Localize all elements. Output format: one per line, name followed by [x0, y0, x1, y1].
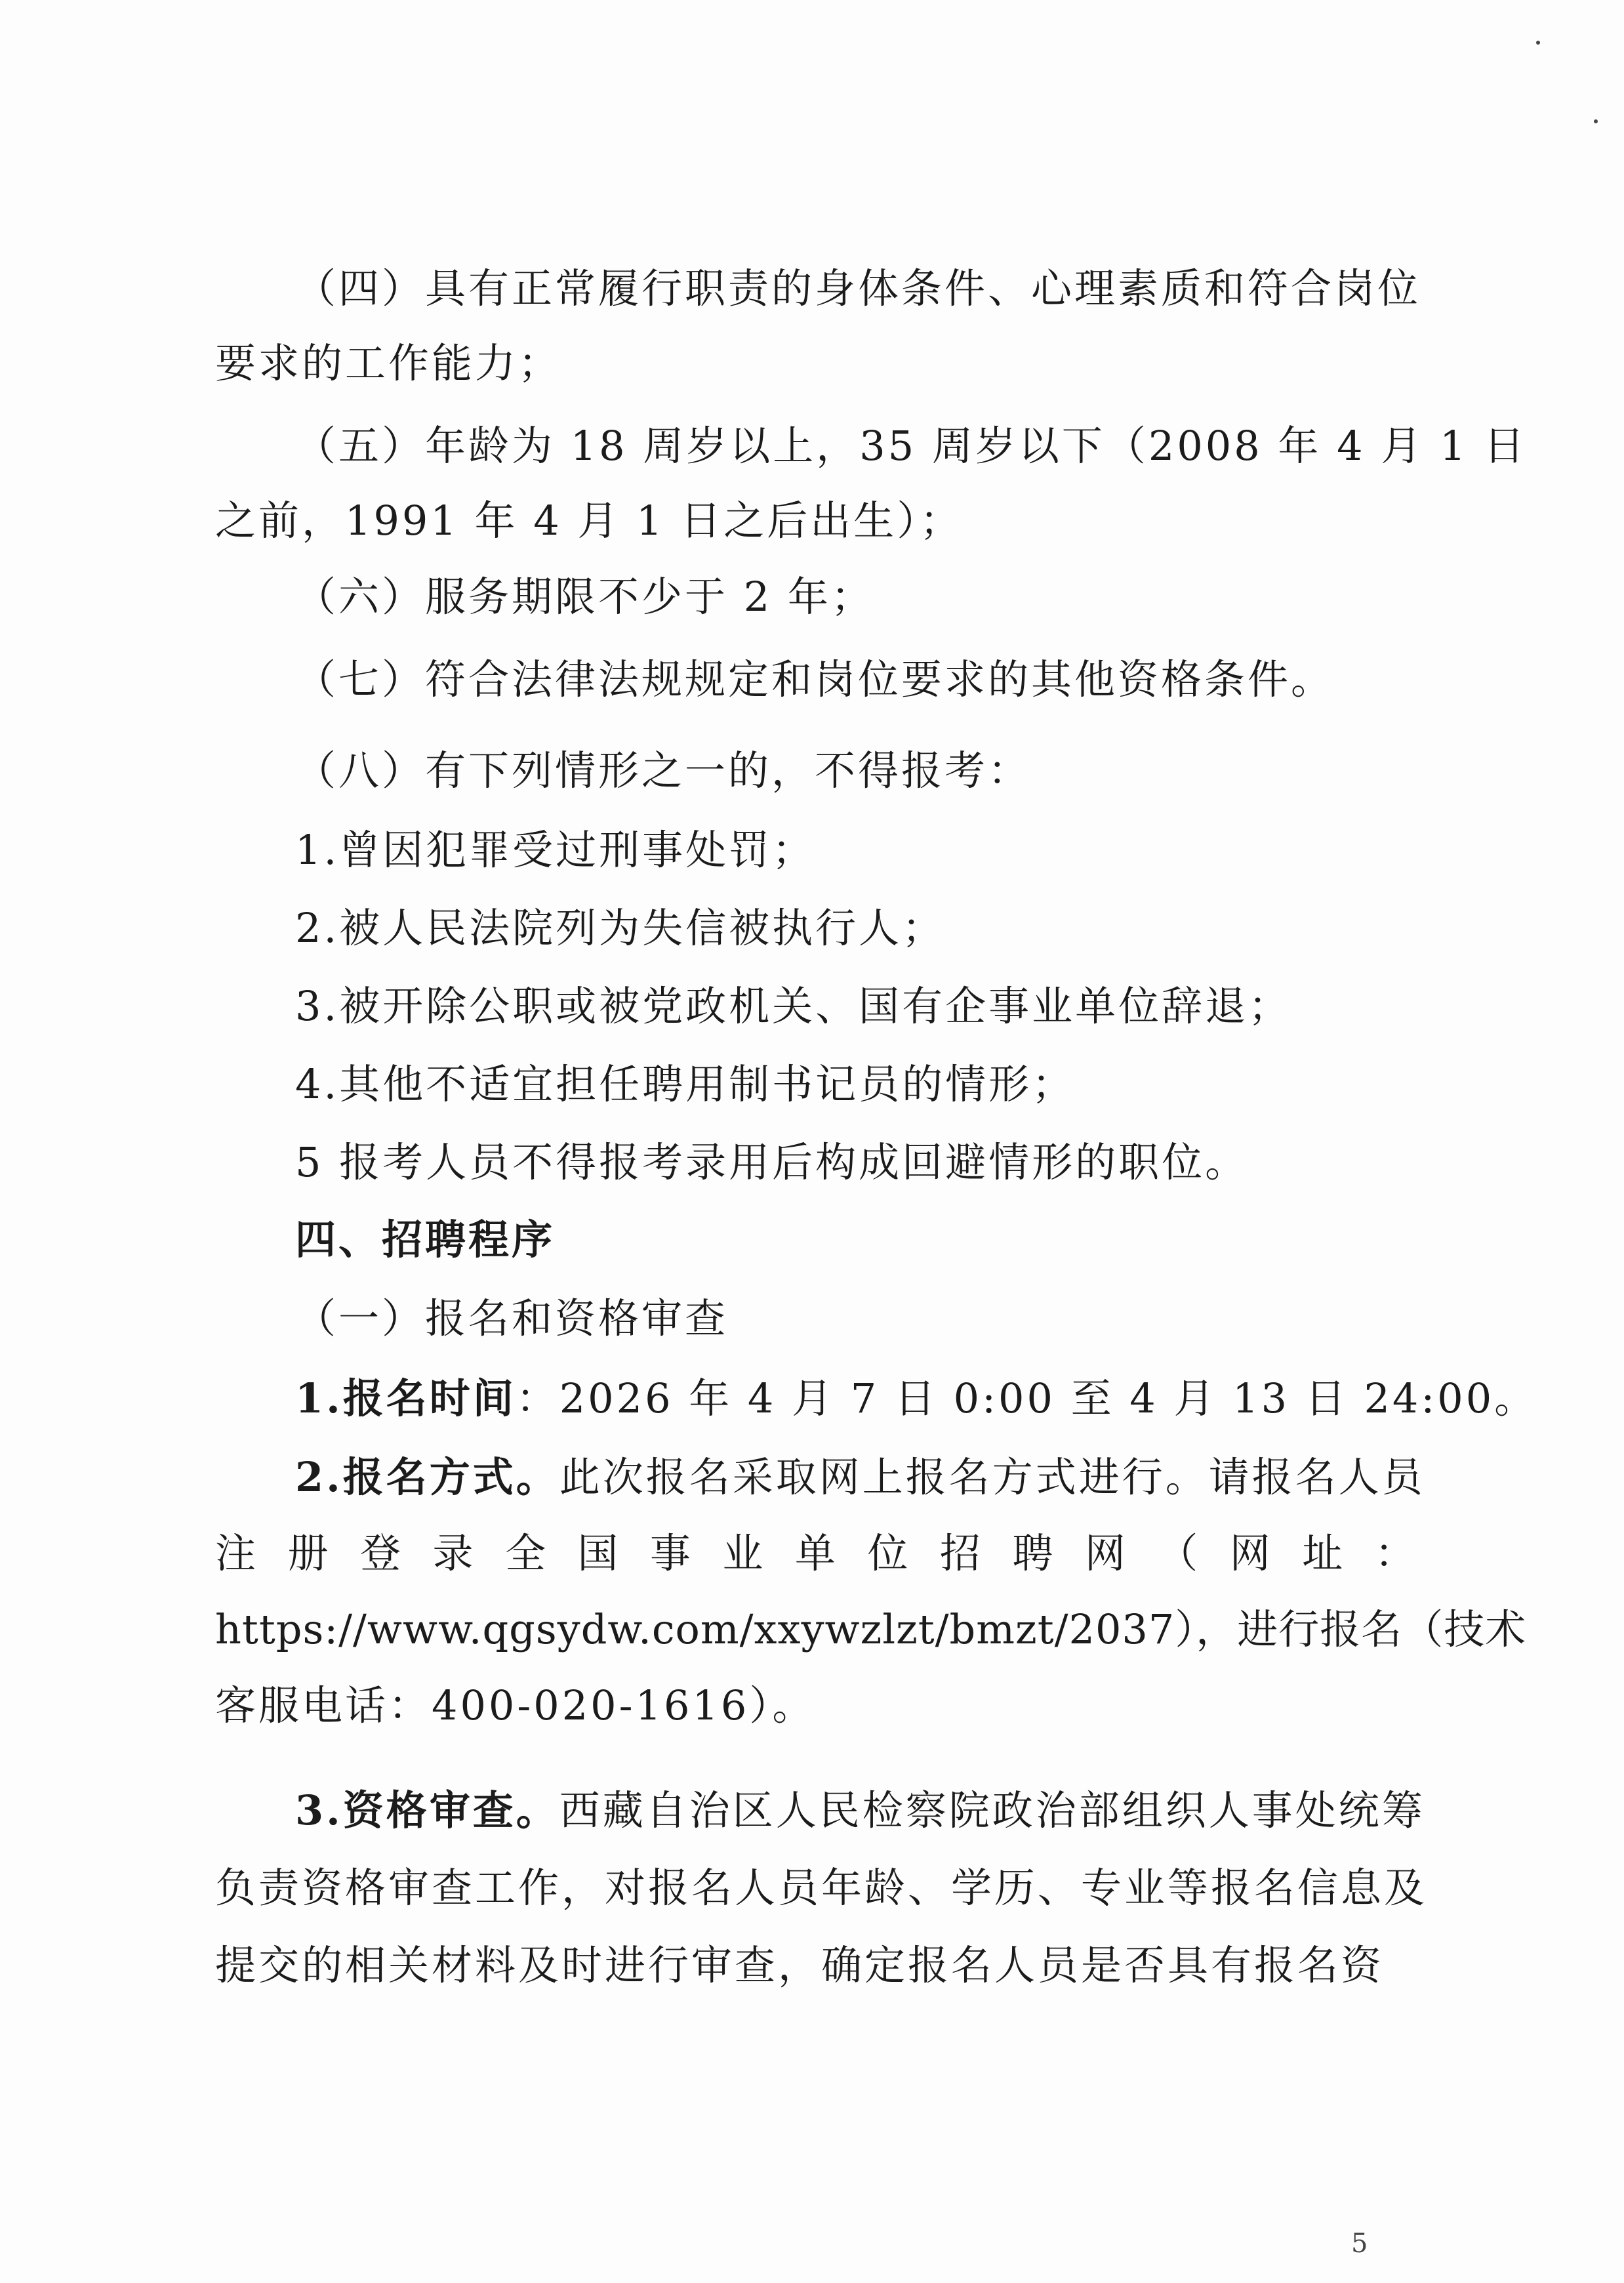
section-heading-recruitment-procedure: 四、招聘程序	[295, 1216, 556, 1264]
qualification-review-line-2: 负责资格审查工作，对报名人员年龄、学历、专业等报名信息及	[215, 1864, 1428, 1912]
registration-method-line-2-char: 单	[794, 1529, 836, 1577]
registration-method-line-3: https://www.qgsydw.com/xxywzlzt/bmzt/2037），进行报名（技术	[215, 1605, 1527, 1653]
registration-method-line-2-char: 网	[1084, 1529, 1126, 1577]
exclusion-item-4: 4.其他不适宜担任聘用制书记员的情形；	[295, 1060, 1076, 1108]
registration-method-line-2	[215, 1527, 1415, 1580]
registration-method-line-1	[295, 1451, 1425, 1504]
registration-time-text: ：2026 年 4 月 7 日 0:00 至 4 月 13 日 24:00。	[516, 1374, 1538, 1422]
exclusion-item-1: 1.曾因犯罪受过刑事处罚；	[295, 826, 816, 874]
subsection-heading-registration: （一）报名和资格审查	[295, 1294, 729, 1342]
exclusion-item-5: 5 报考人员不得报考录用后构成回避情形的职位。	[295, 1138, 1249, 1186]
qualification-review-label: 3.资格审查。	[295, 1786, 559, 1834]
registration-method-line-2-char: ：	[1374, 1529, 1415, 1577]
registration-method-line-2-char: 注	[215, 1529, 256, 1577]
paragraph-condition-4-line-2: 要求的工作能力；	[215, 339, 562, 387]
registration-time-label: 1.报名时间	[295, 1374, 516, 1422]
paragraph-condition-5-line-1: （五）年龄为 18 周岁以上，35 周岁以下（2008 年 4 月 1 日	[295, 422, 1528, 470]
qualification-review-text: 西藏自治区人民检察院政治部组织人事处统筹	[559, 1786, 1425, 1834]
scan-speck	[1594, 119, 1598, 123]
qualification-review-line-3: 提交的相关材料及时进行审查，确定报名人员是否具有报名资	[215, 1941, 1385, 1989]
registration-method-line-2-char: 址	[1302, 1529, 1343, 1577]
exclusion-item-2: 2.被人民法院列为失信被执行人；	[295, 904, 946, 952]
registration-time-paragraph	[295, 1372, 1537, 1425]
registration-method-line-2-char: 国	[577, 1529, 619, 1577]
paragraph-condition-7: （七）符合法律法规规定和岗位要求的其他资格条件。	[295, 655, 1335, 703]
qualification-review-line-1	[295, 1784, 1425, 1837]
registration-method-line-2-char: 册	[287, 1529, 329, 1577]
registration-method-line-2-char: 位	[867, 1529, 908, 1577]
page-number: 5	[1351, 2229, 1368, 2259]
registration-method-line-2-char: 录	[432, 1529, 474, 1577]
registration-method-label: 2.报名方式。	[295, 1453, 559, 1501]
registration-method-line-4: 客服电话：400-020-1616）。	[215, 1681, 816, 1729]
paragraph-condition-8: （八）有下列情形之一的，不得报考：	[295, 747, 1032, 794]
registration-method-line-2-char: 事	[649, 1529, 691, 1577]
paragraph-condition-6: （六）服务期限不少于 2 年；	[295, 573, 874, 621]
registration-method-line-2-char: 聘	[1012, 1529, 1053, 1577]
registration-method-line-2-char: 登	[359, 1529, 401, 1577]
exclusion-item-3: 3.被开除公职或被党政机关、国有企事业单位辞退；	[295, 982, 1292, 1030]
paragraph-condition-5-line-2: 之前，1991 年 4 月 1 日之后出生）；	[215, 497, 964, 545]
registration-method-line-2-char: （	[1157, 1529, 1198, 1577]
registration-method-line-2-char: 招	[939, 1529, 981, 1577]
registration-method-text: 此次报名采取网上报名方式进行。请报名人员	[559, 1453, 1425, 1501]
scan-speck	[1536, 41, 1540, 45]
registration-method-line-2-char: 网	[1229, 1529, 1270, 1577]
registration-method-line-2-char: 业	[722, 1529, 763, 1577]
paragraph-condition-4-line-1: （四）具有正常履行职责的身体条件、心理素质和符合岗位	[295, 264, 1421, 312]
registration-method-line-2-char: 全	[504, 1529, 546, 1577]
